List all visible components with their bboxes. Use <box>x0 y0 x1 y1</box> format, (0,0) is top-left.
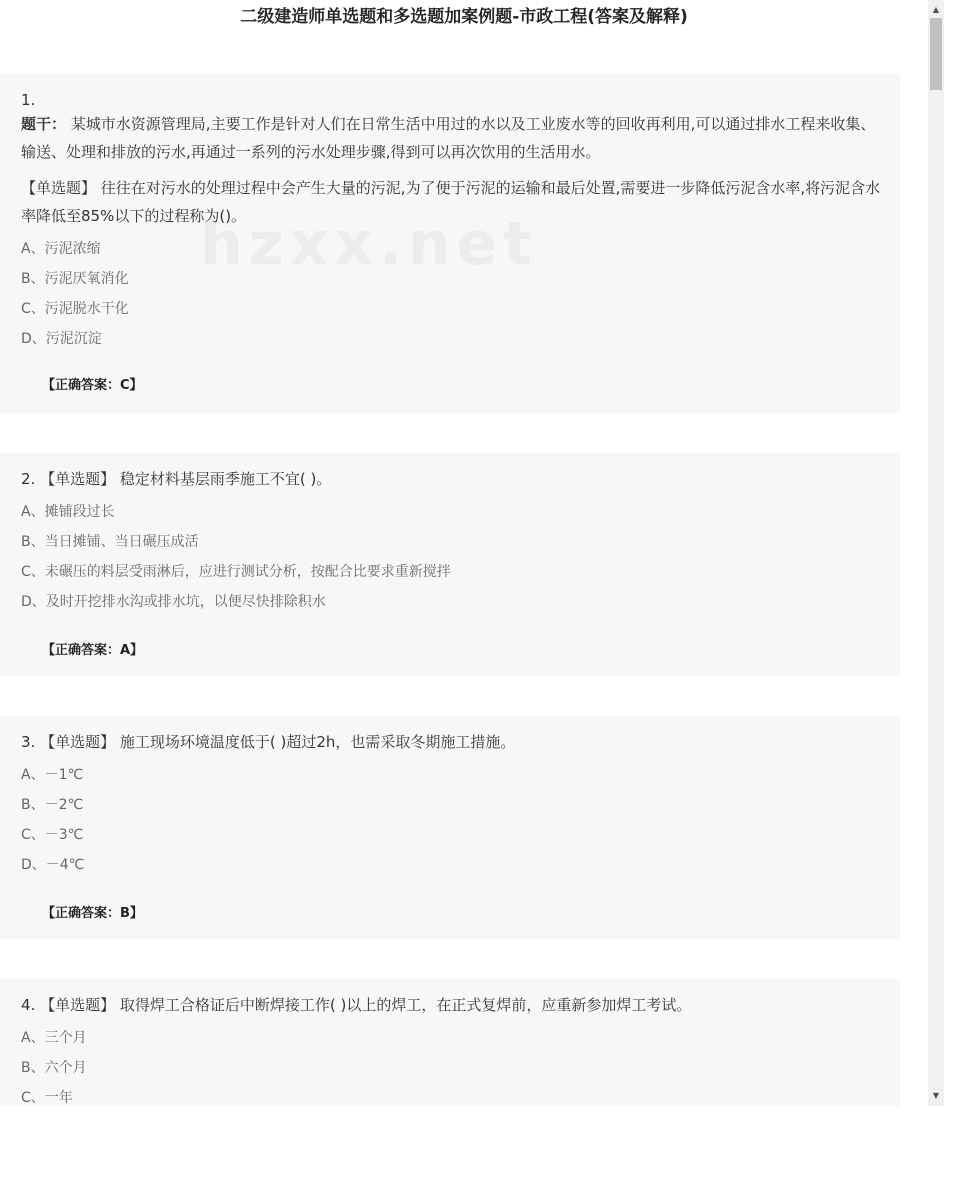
question-number: 3. <box>21 733 36 751</box>
stem-label: 题干： <box>21 115 67 133</box>
option-a[interactable]: A、摊铺段过长 <box>21 504 115 520</box>
question-body: 稳定材料基层雨季施工不宜( )。 <box>119 470 332 488</box>
option-b[interactable]: B、－2℃ <box>21 797 84 813</box>
option-a[interactable]: A、三个月 <box>21 1030 87 1046</box>
vertical-scrollbar[interactable] <box>928 0 944 1106</box>
option-c[interactable]: C、－3℃ <box>21 827 84 843</box>
option-a[interactable]: A、－1℃ <box>21 767 84 783</box>
question-card-4 <box>0 979 900 1106</box>
content-viewport <box>0 30 928 1106</box>
question-body: 往往在对污水的处理过程中会产生大量的污泥,为了便于污泥的运输和最后处置,需要进一步降低污泥含水率,将污泥含水率降低至85%以下的过程称为()。 <box>21 179 881 225</box>
question-type: 【单选题】 <box>40 470 116 488</box>
question-text <box>21 991 886 1019</box>
scroll-down-arrow-icon[interactable]: ▼ <box>932 1091 940 1100</box>
option-c[interactable]: C、一年 <box>21 1090 73 1106</box>
question-body: 取得焊工合格证后中断焊接工作( )以上的焊工，在正式复焊前，应重新参加焊工考试。 <box>119 996 692 1014</box>
option-d[interactable]: D、污泥沉淀 <box>21 331 102 347</box>
option-b[interactable]: B、污泥厌氧消化 <box>21 271 129 287</box>
option-d[interactable]: D、及时开挖排水沟或排水坑，以便尽快排除积水 <box>21 594 326 610</box>
option-d[interactable]: D、－4℃ <box>21 857 85 873</box>
question-type: 【单选题】 <box>21 179 97 197</box>
question-type: 【单选题】 <box>40 996 116 1014</box>
question-number: 2. <box>21 470 36 488</box>
option-c[interactable]: C、未碾压的料层受雨淋后，应进行测试分析，按配合比要求重新搅拌 <box>21 564 451 580</box>
question-card-2 <box>0 453 900 676</box>
question-number: 4. <box>21 996 36 1014</box>
option-c[interactable]: C、污泥脱水干化 <box>21 301 129 317</box>
question-stem <box>21 110 886 166</box>
question-text <box>21 728 886 756</box>
option-a[interactable]: A、污泥浓缩 <box>21 241 101 257</box>
page-title: 二级建造师单选题和多选题加案例题-市政工程(答案及解释) <box>240 7 688 27</box>
option-b[interactable]: B、六个月 <box>21 1060 87 1076</box>
question-body: 施工现场环境温度低于( )超过2h，也需采取冬期施工措施。 <box>119 733 516 751</box>
scroll-thumb[interactable] <box>930 18 942 90</box>
question-type: 【单选题】 <box>40 733 116 751</box>
question-card-1 <box>0 74 900 413</box>
question-number: 1. <box>21 91 36 109</box>
scroll-up-arrow-icon[interactable]: ▲ <box>932 5 940 14</box>
stem-text: 某城市水资源管理局,主要工作是针对人们在日常生活中用过的水以及工业废水等的回收再利用,可以通过排水工程来收集、输送、处理和排放的污水,再通过一系列的污水处理步骤,得到可以再次饮用的生活用水。 <box>21 115 876 161</box>
correct-answer: 【正确答案：B】 <box>42 906 143 921</box>
correct-answer: 【正确答案：C】 <box>42 378 143 393</box>
question-text <box>21 174 886 230</box>
option-b[interactable]: B、当日摊铺、当日碾压成活 <box>21 534 199 550</box>
question-card-3 <box>0 716 900 939</box>
correct-answer: 【正确答案：A】 <box>42 643 144 658</box>
question-text <box>21 465 886 493</box>
watermark: hzxx.net <box>200 209 538 279</box>
